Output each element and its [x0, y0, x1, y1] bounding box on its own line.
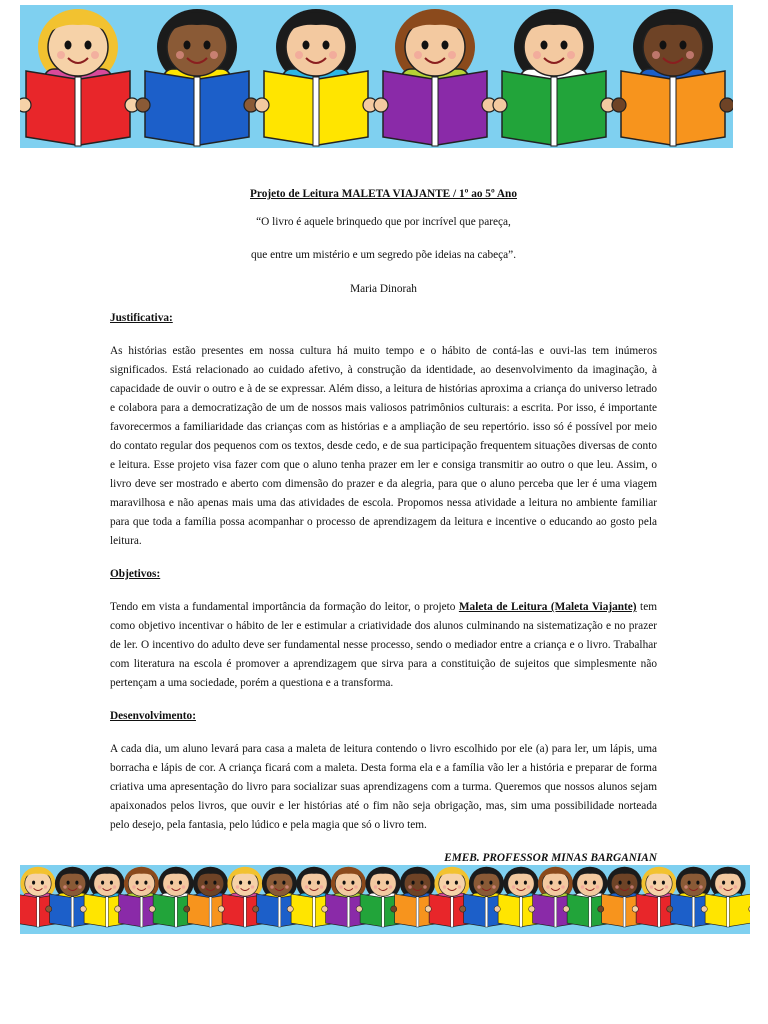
document-title: Projeto de Leitura MALETA VIAJANTE / 1º ao 5º Ano: [250, 188, 517, 200]
project-name-highlight: Maleta de Leitura (Maleta Viajante): [458, 601, 637, 613]
objetivos-text-before: Tendo em vista a fundamental importância da formação do leitor, o projeto: [110, 601, 459, 613]
quote-line-1: “O livro é aquele brinquedo que por incrível que pareça,: [256, 216, 511, 228]
child-with-book-1: [20, 9, 139, 146]
children-reading-illustration: [20, 5, 733, 148]
child-with-book-4: [374, 9, 496, 146]
objetivos-heading: Objetivos:: [110, 568, 161, 580]
justificativa-text: As histórias estão presentes em nossa cultura há muito tempo e o hábito de contá-las e ouvi-las tem inúmeros significados. Está relacionado ao cuidado afetivo, à construção da identidade, ao desenvolvimento da imaginação, à capacidade de ouvir o outro e à de se expressar. Além disso, a leitura de histórias aproxima a criança do universo letrado e colabora para a democratização de um de nossos mais valiosos patrimônios culturais: a escrita. Por isso, é importante favorecermos a familiaridade das crianças com as histórias e a ampliação de seu repertório. isso só é possível por meio do contato regular dos pequenos com os textos, desde cedo, e de sua participação frequentem situações diversas de conto e leitura. Esse projeto visa fazer com que o aluno tenha prazer em ler e consiga transmitir ao outro o que leu. Assim, o livro deve ser mostrado e aberto com dimensão do prazer e da alegria, para que o aluno perceba que ler é uma viagem maravilhosa e não apenas mais uma das atividades de escola. Propomos nessa atividade a leitura no ambiente familiar para que toda a família possa acompanhar o processo de aprendizagem da leitura e incentive o educando ao gosto pela leitura.: [110, 345, 657, 547]
desenvolvimento-text: A cada dia, um aluno levará para casa a maleta de leitura contendo o livro escolhido por ele (a) para ler, um lápis, uma borracha e lápis de cor. A criança ficará com a maleta. Desta forma ela e a família vão ler a história e preparar de forma criativa uma apresentação do livro para socializar suas aprendizagens com a turma. Queremos que nossos alunos sejam apaixonados pelos livros, que ouvir e ler histórias até o fim não seja obrigação, mas, sim uma possibilidade norteada pelo desejo, pela fantasia, pelo lúdico e pela magia que só o livro tem.: [110, 743, 657, 831]
quote-line-2: que entre um mistério e um segredo põe ideias na cabeça”.: [250, 249, 517, 261]
bottom-banner-illustration: [20, 865, 750, 934]
quote-author: Maria Dinorah: [350, 283, 417, 295]
child-with-book-2: [136, 9, 258, 146]
desenvolvimento-heading: Desenvolvimento:: [110, 710, 196, 722]
justificativa-heading: Justificativa:: [110, 312, 173, 324]
top-banner-illustration: [20, 5, 733, 148]
child-with-book-5: [493, 9, 615, 146]
child-with-book-6: [612, 9, 733, 146]
child-with-book-3: [255, 9, 377, 146]
document-body: [110, 185, 657, 868]
objetivos-text: [110, 598, 657, 693]
objetivos-text-after: tem como objetivo incentivar o hábito de ler e estimular a criatividade dos alunos culminando na sistematização e no prazer de ler. O incentivo do adulto deve ser fundamental nesse processo, sendo o mediador entre a criança e o livro. Trabalhar com literatura na escola é promover a aprendizagem que sirva para a constituição de sujeitos que simplesmente não pertençam a uma sociedade, porém a questiona e a transforma.: [110, 601, 657, 689]
school-signature: EMEB. PROFESSOR MINAS BARGANIAN: [444, 852, 657, 864]
children-row-illustration: [20, 865, 750, 934]
